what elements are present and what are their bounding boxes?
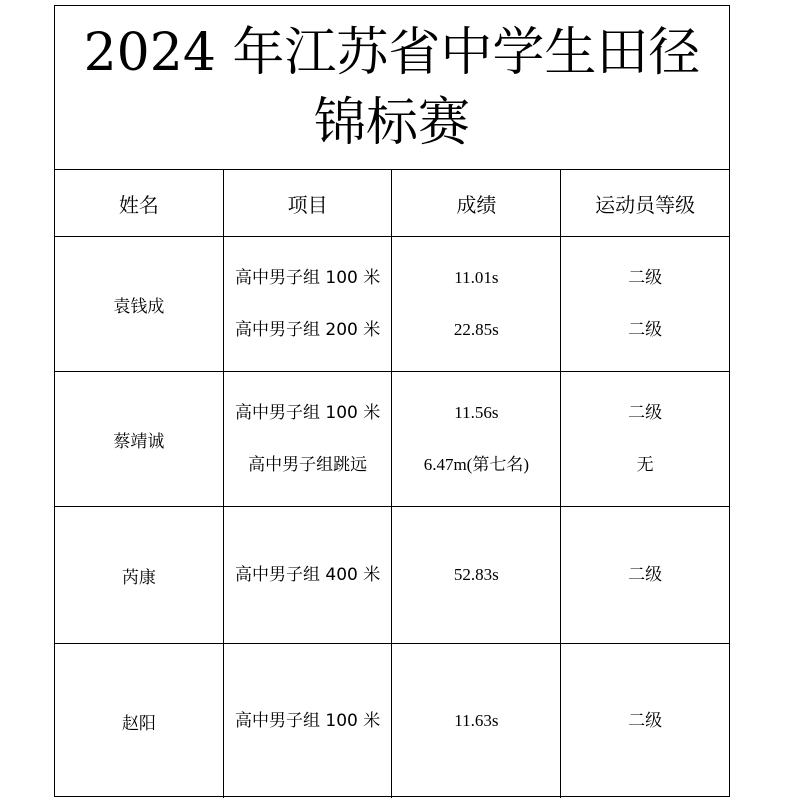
result-cell — [392, 372, 561, 507]
athlete-name: 芮康 — [55, 507, 223, 644]
table-row — [55, 237, 729, 372]
result-cell — [392, 644, 561, 799]
results-table — [55, 170, 729, 798]
header-result: 成绩 — [392, 170, 561, 237]
event-text: 高中男子组 100 米 — [234, 268, 381, 288]
result-text: 11.01s — [454, 268, 499, 287]
level-text: 二级 — [628, 711, 663, 731]
results-document — [54, 5, 730, 797]
level-cell — [561, 372, 729, 507]
athlete-name: 袁钱成 — [55, 237, 223, 372]
event-text: 高中男子组 400 米 — [234, 565, 381, 585]
result-cell — [392, 507, 561, 644]
event-cell — [223, 644, 392, 799]
event-text: 高中男子组跳远 — [248, 455, 368, 475]
table-header-row — [55, 170, 729, 237]
header-name: 姓名 — [55, 170, 223, 237]
table-row — [55, 644, 729, 799]
level-cell — [561, 644, 729, 799]
table-row — [55, 372, 729, 507]
result-text: 11.63s — [454, 711, 499, 730]
header-level: 运动员等级 — [561, 170, 729, 237]
result-text: 6.47m(第七名) — [423, 455, 529, 474]
event-cell — [223, 507, 392, 644]
header-event: 项目 — [223, 170, 392, 237]
event-cell — [223, 237, 392, 372]
page-title: 2024 年江苏省中学生田径锦标赛 — [55, 6, 729, 170]
result-cell — [392, 237, 561, 372]
level-text: 无 — [636, 455, 654, 475]
event-cell — [223, 372, 392, 507]
level-text: 二级 — [628, 268, 663, 288]
event-text: 高中男子组 200 米 — [234, 320, 381, 340]
athlete-name: 赵阳 — [55, 644, 223, 799]
table-row — [55, 507, 729, 644]
result-text: 52.83s — [453, 565, 499, 584]
level-text: 二级 — [628, 320, 663, 340]
result-text: 22.85s — [453, 320, 499, 339]
level-cell — [561, 507, 729, 644]
event-text: 高中男子组 100 米 — [234, 711, 381, 731]
level-text: 二级 — [628, 565, 663, 585]
level-text: 二级 — [628, 403, 663, 423]
event-text: 高中男子组 100 米 — [234, 403, 381, 423]
athlete-name: 蔡靖诚 — [55, 372, 223, 507]
level-cell — [561, 237, 729, 372]
result-text: 11.56s — [454, 403, 499, 422]
